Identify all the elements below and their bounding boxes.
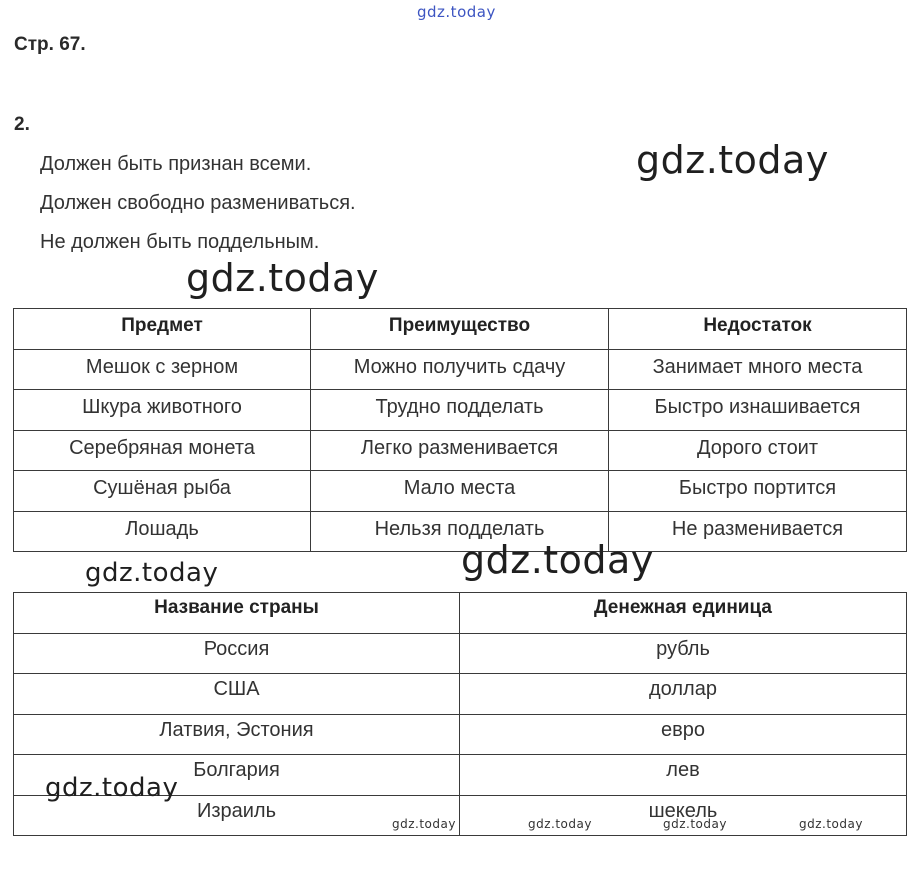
table-cell: Болгария [14, 755, 460, 796]
table-cell: доллар [460, 674, 907, 715]
table-cell: Трудно подделать [311, 390, 609, 431]
table-cell: Сушёная рыба [14, 471, 311, 512]
table-cell: лев [460, 755, 907, 796]
requirement-item: Должен свободно размениваться. [40, 192, 356, 214]
table-cell: Мешок с зерном [14, 349, 311, 390]
table-cell: Не разменивается [609, 511, 907, 552]
table-cell: Дорого стоит [609, 430, 907, 471]
table-cell: рубль [460, 633, 907, 674]
table-row [14, 390, 907, 431]
watermark: gdz.today [45, 773, 179, 803]
table-row [14, 714, 907, 755]
column-header: Денежная единица [460, 593, 907, 634]
requirements-list [40, 151, 356, 268]
table-cell: Лошадь [14, 511, 311, 552]
watermark: gdz.today [461, 538, 654, 582]
table-cell: Россия [14, 633, 460, 674]
table-cell: Серебряная монета [14, 430, 311, 471]
table-row [14, 430, 907, 471]
table-cell: шекель [460, 795, 907, 836]
table-row [14, 511, 907, 552]
requirement-item: Должен быть признан всеми. [40, 153, 312, 175]
page-heading: Стр. 67. [14, 34, 86, 55]
table-row [14, 349, 907, 390]
watermark-top: gdz.today [417, 3, 496, 21]
table-cell: Нельзя подделать [311, 511, 609, 552]
table-cell: Быстро портится [609, 471, 907, 512]
table-cell: Легко разменивается [311, 430, 609, 471]
table-cell: Шкура животного [14, 390, 311, 431]
column-header: Название страны [14, 593, 460, 634]
table-row [14, 633, 907, 674]
table-cell: евро [460, 714, 907, 755]
table-header-row [14, 593, 907, 634]
table-cell: Израиль [14, 795, 460, 836]
table-cell: Латвия, Эстония [14, 714, 460, 755]
requirement-item: Не должен быть поддельным. [40, 231, 320, 253]
table-row [14, 471, 907, 512]
table-cell: США [14, 674, 460, 715]
table-cell: Занимает много места [609, 349, 907, 390]
watermark-small: gdz.today [392, 817, 456, 831]
table-header-row [14, 309, 907, 350]
table-row [14, 674, 907, 715]
watermark-small: gdz.today [528, 817, 592, 831]
column-header: Недостаток [609, 309, 907, 350]
column-header: Предмет [14, 309, 311, 350]
table-cell: Мало места [311, 471, 609, 512]
watermark: gdz.today [186, 256, 379, 300]
table-cell: Быстро изнашивается [609, 390, 907, 431]
watermark-small: gdz.today [663, 817, 727, 831]
watermark: gdz.today [85, 558, 219, 588]
task-number: 2. [14, 114, 30, 135]
table-cell: Можно получить сдачу [311, 349, 609, 390]
money-items-table [13, 308, 907, 552]
column-header: Преимущество [311, 309, 609, 350]
watermark-small: gdz.today [799, 817, 863, 831]
watermark: gdz.today [636, 138, 829, 182]
